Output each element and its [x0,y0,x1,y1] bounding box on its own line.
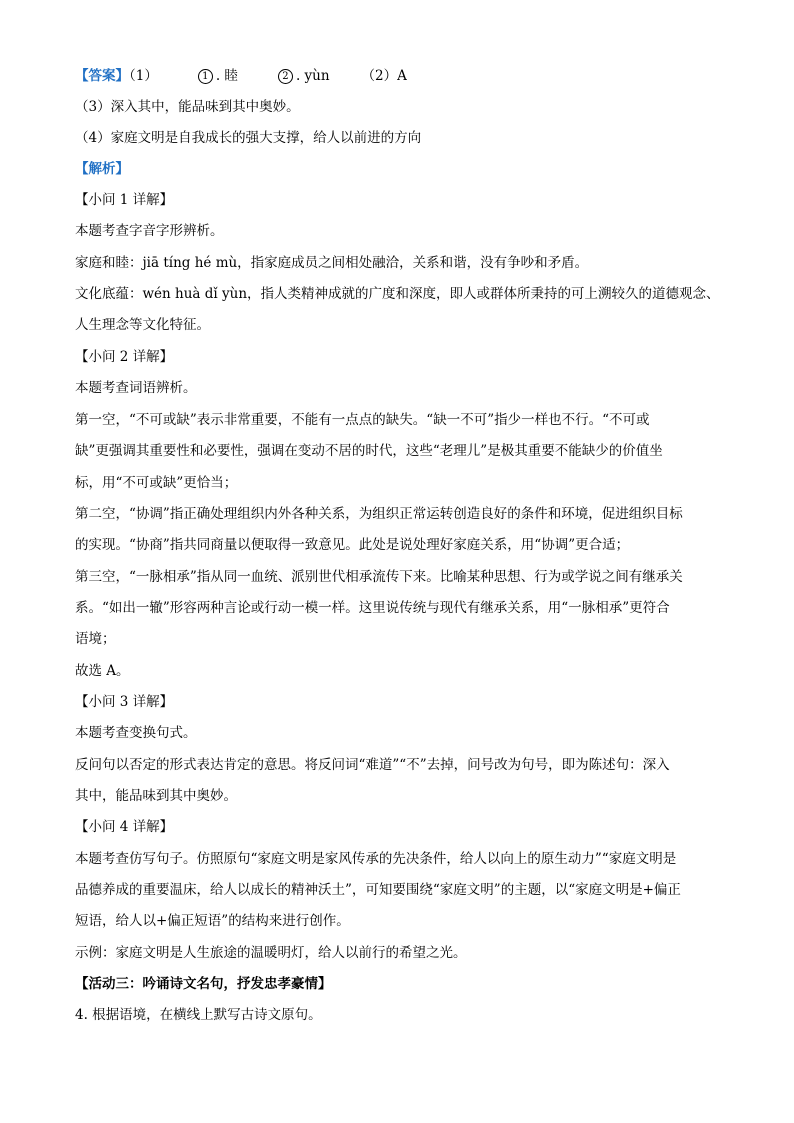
answer-q4: （4）家庭文明是自我成长的强大支撑，给人以前进的方向 [75,130,422,146]
answer-q1-sub2: . yùn [295,68,330,84]
paragraph-line: 文化底蕴：wén huà dǐ yùn，指人类精神成就的广度和深度，即人或群体所秉持的可上溯较久的道德观念、 [75,286,720,302]
paragraph-line: 标，用“不可或缺”更恰当； [75,475,238,491]
answer-line-1 [75,66,407,86]
paragraph-line: 反问句以否定的形式表达肯定的意思。将反问词“难道”“不”去掉，问号改为句号，即为陈述句：深入 [75,757,670,773]
paragraph-line: 本题考查变换句式。 [75,725,197,741]
section-heading-2: 【小问 2 详解】 [75,349,174,365]
paragraph-line: 示例：家庭文明是人生旅途的温暖明灯，给人以前行的希望之光。 [75,945,467,961]
answer-q2: （2）A [361,68,407,84]
paragraph-line: 人生理念等文化特征。 [75,317,210,333]
section-heading-3: 【小问 3 详解】 [75,694,174,710]
paragraph-line: 的实现。“协商”指共同商量以便取得一致意见。此处是说处理好家庭关系，用“协调”更合适； [75,537,630,553]
analysis-tag: 【解析】 [75,161,129,177]
paragraph-line: 本题考查仿写句子。仿照原句“家庭文明是家风传承的先决条件，给人以向上的原生动力”“家庭文明是 [75,851,677,867]
section-heading-4: 【小问 4 详解】 [75,819,174,835]
paragraph-line: 缺”更强调其重要性和必要性，强调在变动不居的时代，这些“老理儿”是极其重要不能缺少的价值坐 [75,443,663,459]
paragraph-line: 故选 A。 [75,663,130,679]
paragraph-line: 短语，给人以+偏正短语”的结构来进行创作。 [75,913,350,929]
answer-q1-sub1: . 睦 [215,68,238,84]
paragraph-line: 其中，能品味到其中奥妙。 [75,788,237,804]
section-heading-1: 【小问 1 详解】 [75,192,174,208]
paragraph-line: 第二空，“协调”指正确处理组织内外各种关系，为组织正常运转创造良好的条件和环境，促进组织目标 [75,506,683,522]
circled-number-icon: 1 [198,69,213,84]
activity-heading: 【活动三：吟诵诗文名句，抒发忠孝豪情】 [75,976,332,992]
paragraph-line: 本题考查字音字形辨析。 [75,223,224,239]
paragraph-line: 系。“如出一辙”形容两种言论或行动一模一样。这里说传统与现代有继承关系，用“一脉相承”更符合 [75,600,670,616]
answer-q1-label: （1） [129,68,158,84]
answer-tag: 【答案】 [75,68,129,84]
paragraph-line: 第三空，“一脉相承”指从同一血统、派别世代相承流传下来。比喻某种思想、行为或学说之间有继承关 [75,569,683,585]
paragraph-line: 本题考查词语辨析。 [75,380,197,396]
answer-q3: （3）深入其中，能品味到其中奥妙。 [75,99,300,115]
paragraph-line: 家庭和睦：jiā tíng hé mù，指家庭成员之间相处融洽，关系和谐，没有争吵和矛盾。 [75,255,589,271]
paragraph-line: 品德养成的重要温床，给人以成长的精神沃土”，可知要围绕“家庭文明”的主题，以“家庭文明是+偏正 [75,882,681,898]
paragraph-line: 第一空，“不可或缺”表示非常重要，不能有一点点的缺失。“缺一不可”指少一样也不行。“不可或 [75,412,650,428]
paragraph-line: 语境； [75,631,116,647]
circled-number-icon: 2 [278,69,293,84]
question-4: 4. 根据语境，在横线上默写古诗文原句。 [75,1007,322,1023]
